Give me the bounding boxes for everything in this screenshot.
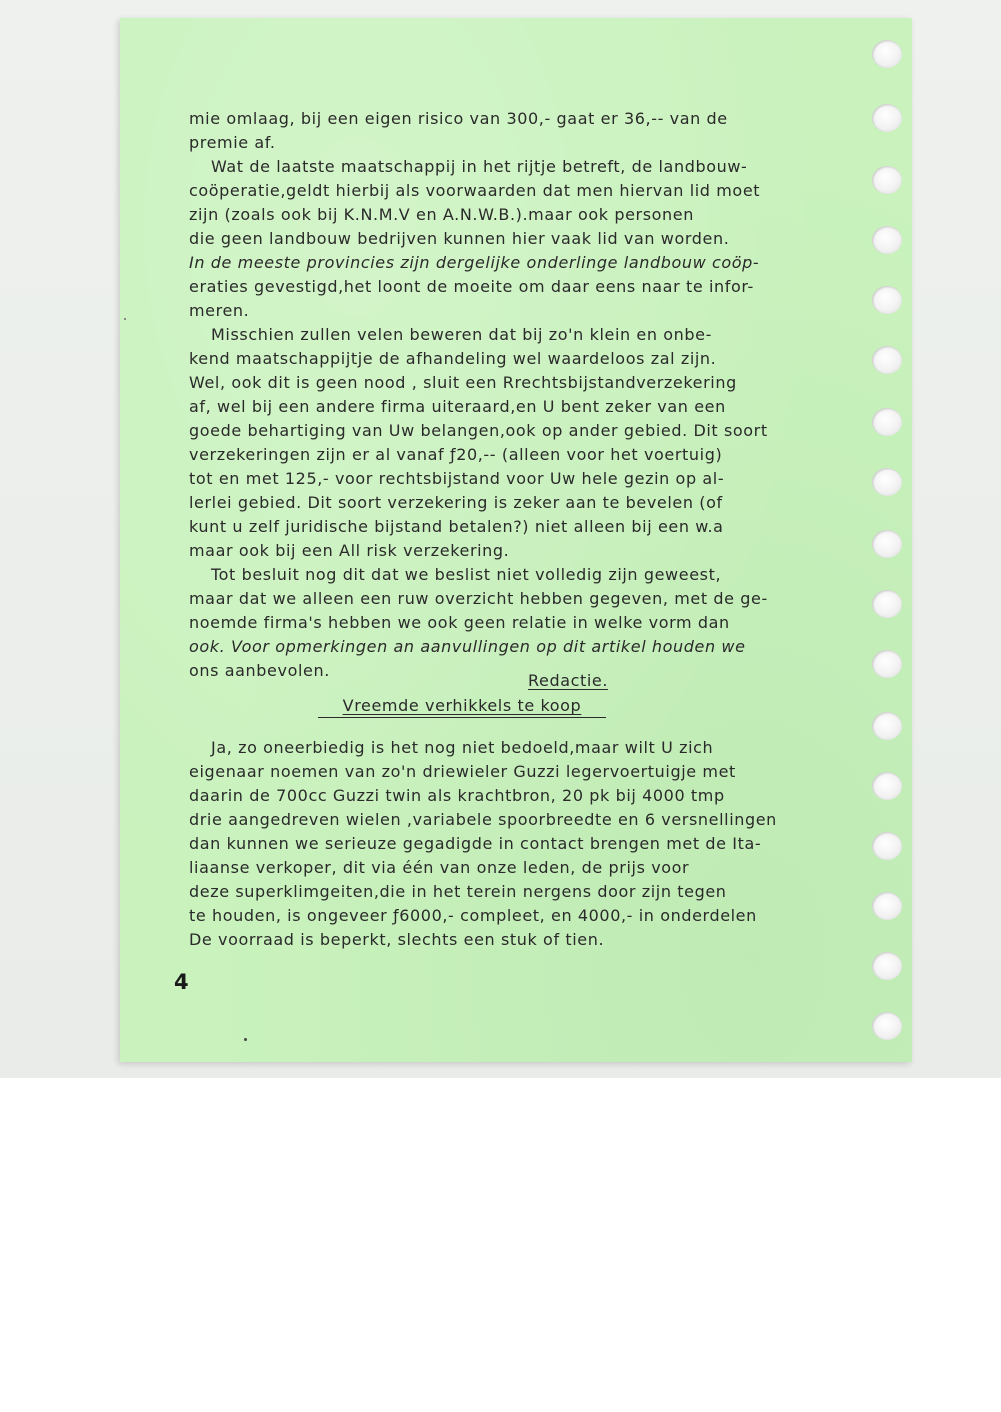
text-line: tot en met 125,- voor rechtsbijstand voor Uw hele gezin op al-	[189, 469, 725, 488]
text-line: zijn (zoals ook bij K.N.M.V en A.N.W.B.).maar ook personen	[189, 205, 694, 224]
text-line: Misschien zullen velen beweren dat bij zo'n klein en onbe-	[211, 325, 712, 344]
text-line: eigenaar noemen van zo'n driewieler Guzzi legervoertuigje met	[189, 762, 736, 781]
text-line: kunt u zelf juridische bijstand betalen?) niet alleen bij een w.a	[189, 517, 724, 536]
text-line: die geen landbouw bedrijven kunnen hier vaak lid van worden.	[189, 229, 730, 248]
binder-hole-icon	[872, 530, 902, 558]
text-line: eraties gevestigd,het loont de moeite om daar eens naar te infor-	[189, 277, 754, 296]
text-line: De voorraad is beperkt, slechts een stuk of tien.	[189, 930, 605, 949]
binder-hole-icon	[872, 346, 902, 374]
text-line: af, wel bij een andere firma uiteraard,en U bent zeker van een	[189, 397, 726, 416]
text-line: Wel, ook dit is geen nood , sluit een Rrechtsbijstandverzekering	[189, 373, 737, 392]
text-line: In de meeste provincies zijn dergelijke onderlinge landbouw coöp-	[189, 253, 760, 272]
text-line: goede behartiging van Uw belangen,ook op ander gebied. Dit soort	[189, 421, 768, 440]
text-line: Tot besluit nog dit dat we beslist niet volledig zijn geweest,	[211, 565, 722, 584]
text-line: coöperatie,geldt hierbij als voorwaarden dat men hiervan lid moet	[189, 181, 761, 200]
binder-hole-icon	[872, 286, 902, 314]
binder-hole-icon	[872, 712, 902, 740]
binder-hole-icon	[872, 832, 902, 860]
text-line: liaanse verkoper, dit via één van onze leden, de prijs voor	[189, 858, 690, 877]
article-body-insurance	[189, 107, 849, 683]
binder-hole-icon	[872, 40, 902, 68]
binder-holes	[872, 40, 906, 1050]
section-title	[318, 696, 606, 718]
scan-speck	[124, 318, 126, 320]
binder-hole-icon	[872, 650, 902, 678]
text-line: noemde firma's hebben we ook geen relatie in welke vorm dan	[189, 613, 730, 632]
binder-hole-icon	[872, 1012, 902, 1040]
binder-hole-icon	[872, 166, 902, 194]
text-line: daarin de 700cc Guzzi twin als krachtbron, 20 pk bij 4000 tmp	[189, 786, 725, 805]
text-line: ons aanbevolen.	[189, 661, 330, 680]
section-title-text: Vreemde verhikkels te koop	[342, 696, 582, 715]
text-line: verzekeringen zijn er al vanaf ƒ20,-- (alleen voor het voertuig)	[189, 445, 723, 464]
binder-hole-icon	[872, 952, 902, 980]
binder-hole-icon	[872, 104, 902, 132]
text-line: maar dat we alleen een ruw overzicht hebben gegeven, met de ge-	[189, 589, 768, 608]
binder-hole-icon	[872, 772, 902, 800]
binder-hole-icon	[872, 408, 902, 436]
scan-speck	[244, 1038, 247, 1041]
text-line: mie omlaag, bij een eigen risico van 300,- gaat er 36,-- van de	[189, 109, 728, 128]
binder-hole-icon	[872, 892, 902, 920]
binder-hole-icon	[872, 590, 902, 618]
text-line: ook. Voor opmerkingen an aanvullingen op dit artikel houden we	[189, 637, 746, 656]
text-line: kend maatschappijtje de afhandeling wel waardeloos zal zijn.	[189, 349, 717, 368]
text-line: deze superklimgeiten,die in het terein nergens door zijn tegen	[189, 882, 727, 901]
signature-row	[528, 671, 608, 690]
article-body-for-sale	[189, 736, 849, 952]
binder-hole-icon	[872, 226, 902, 254]
text-line: dan kunnen we serieuze gegadigde in contact brengen met de Ita-	[189, 834, 762, 853]
text-line: premie af.	[189, 133, 276, 152]
text-line: lerlei gebied. Dit soort verzekering is zeker aan te bevelen (of	[189, 493, 723, 512]
text-line: Ja, zo oneerbiedig is het nog niet bedoeld,maar wilt U zich	[211, 738, 714, 757]
text-line: meren.	[189, 301, 250, 320]
page-number: 4	[174, 970, 189, 994]
text-line: drie aangedreven wielen ,variabele spoorbreedte en 6 versnellingen	[189, 810, 777, 829]
text-line: Wat de laatste maatschappij in het rijtje betreft, de landbouw-	[211, 157, 748, 176]
text-line: maar ook bij een All risk verzekering.	[189, 541, 510, 560]
signature-redactie: Redactie.	[528, 671, 609, 690]
binder-hole-icon	[872, 468, 902, 496]
text-line: te houden, is ongeveer ƒ6000,- compleet, en 4000,- in onderdelen	[189, 906, 757, 925]
